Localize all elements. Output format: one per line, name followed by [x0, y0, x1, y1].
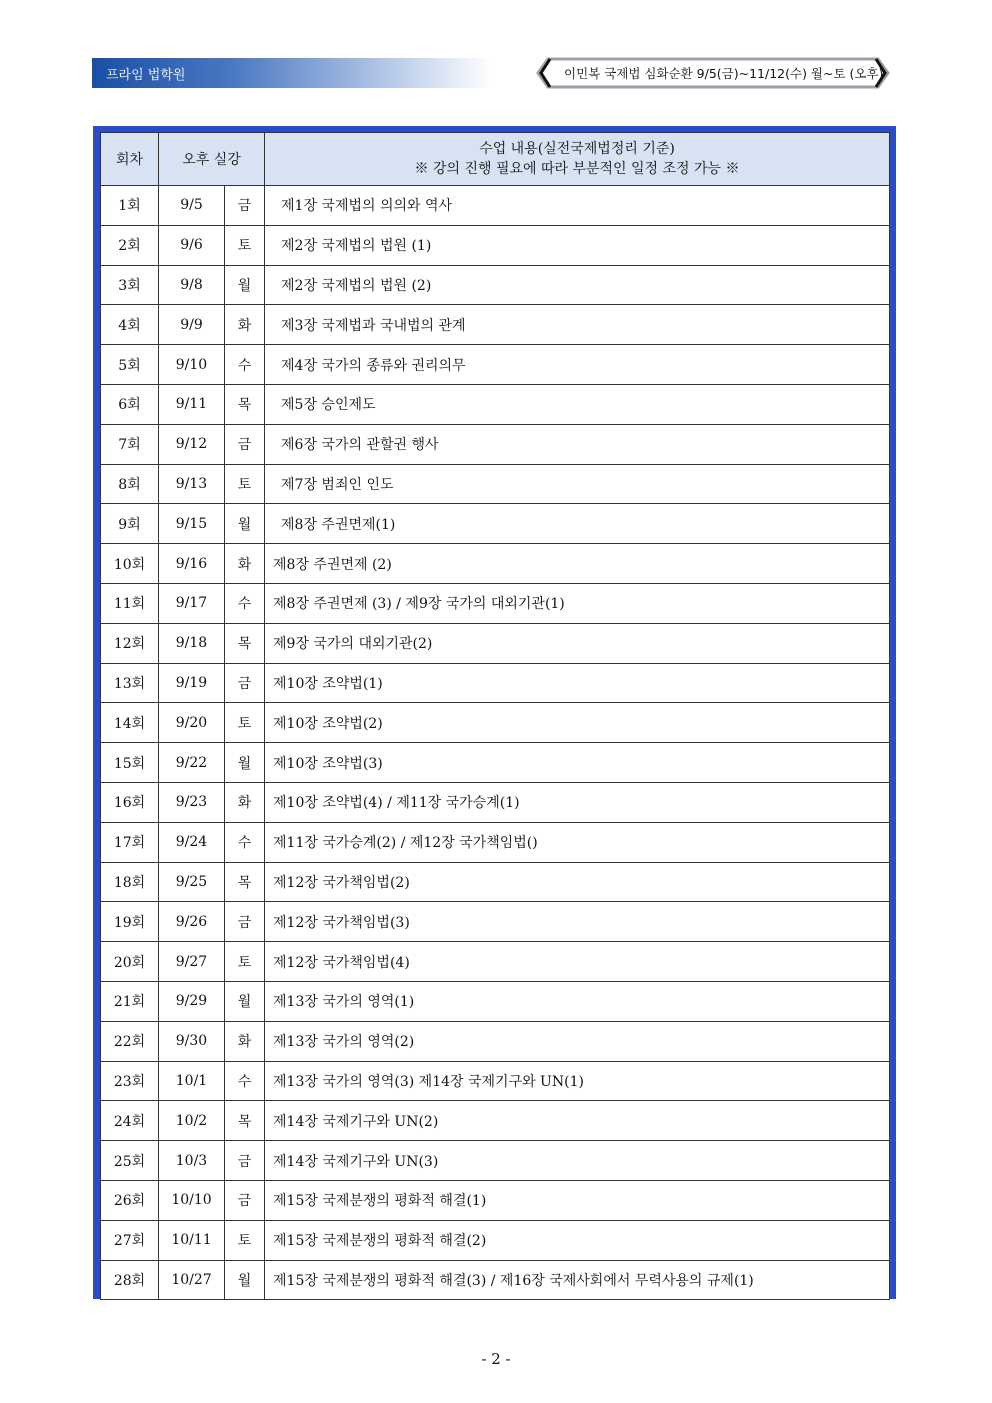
- academy-name: 프라임 법학원: [106, 68, 186, 83]
- day-cell: 수: [225, 583, 265, 623]
- day-cell: 월: [225, 1260, 265, 1300]
- content-cell: 제15장 국제분쟁의 평화적 해결(3) / 제16장 국제사회에서 무력사용의 규제(1): [265, 1260, 890, 1300]
- content-cell: 제13장 국가의 영역(3) 제14장 국제기구와 UN(1): [265, 1061, 890, 1101]
- content-cell: 제12장 국가책임법(4): [265, 942, 890, 982]
- content-cell: 제1장 국제법의 의의와 역사: [265, 186, 890, 226]
- date-cell: 10/27: [159, 1260, 225, 1300]
- day-cell: 토: [225, 1220, 265, 1260]
- content-cell: 제15장 국제분쟁의 평화적 해결(2): [265, 1220, 890, 1260]
- date-cell: 9/30: [159, 1021, 225, 1061]
- day-cell: 월: [225, 265, 265, 305]
- day-cell: 월: [225, 504, 265, 544]
- session-cell: 28회: [101, 1260, 159, 1300]
- content-cell: 제15장 국제분쟁의 평화적 해결(1): [265, 1180, 890, 1220]
- day-cell: 금: [225, 663, 265, 703]
- day-cell: 토: [225, 464, 265, 504]
- date-cell: 9/16: [159, 544, 225, 584]
- session-cell: 18회: [101, 862, 159, 902]
- day-cell: 목: [225, 1101, 265, 1141]
- session-cell: 3회: [101, 265, 159, 305]
- date-cell: 9/18: [159, 623, 225, 663]
- content-cell: 제13장 국가의 영역(2): [265, 1021, 890, 1061]
- date-cell: 10/1: [159, 1061, 225, 1101]
- header-time: 오후 실강: [159, 133, 265, 186]
- day-cell: 금: [225, 902, 265, 942]
- day-cell: 월: [225, 743, 265, 783]
- table-row: [101, 942, 890, 982]
- day-cell: 화: [225, 305, 265, 345]
- day-cell: 화: [225, 1021, 265, 1061]
- session-cell: 13회: [101, 663, 159, 703]
- table-row: [101, 1101, 890, 1141]
- session-cell: 11회: [101, 583, 159, 623]
- day-cell: 금: [225, 424, 265, 464]
- table-header-row: [101, 133, 890, 186]
- content-cell: 제10장 조약법(4) / 제11장 국가승계(1): [265, 782, 890, 822]
- day-cell: 화: [225, 544, 265, 584]
- table-row: [101, 1061, 890, 1101]
- session-cell: 26회: [101, 1180, 159, 1220]
- day-cell: 수: [225, 345, 265, 385]
- content-cell: 제2장 국제법의 법원 (1): [265, 225, 890, 265]
- date-cell: 9/5: [159, 186, 225, 226]
- course-title: 이민복 국제법 심화순환 9/5(금)~11/12(수) 월~토 (오후): [564, 66, 884, 81]
- table-row: [101, 862, 890, 902]
- session-cell: 16회: [101, 782, 159, 822]
- date-cell: 9/6: [159, 225, 225, 265]
- content-cell: 제7장 범죄인 인도: [265, 464, 890, 504]
- table-row: [101, 782, 890, 822]
- table-row: [101, 822, 890, 862]
- day-cell: 목: [225, 384, 265, 424]
- session-cell: 10회: [101, 544, 159, 584]
- content-cell: 제14장 국제기구와 UN(3): [265, 1141, 890, 1181]
- schedule-table: [100, 132, 890, 1300]
- content-cell: 제12장 국가책임법(3): [265, 902, 890, 942]
- session-cell: 15회: [101, 743, 159, 783]
- day-cell: 월: [225, 981, 265, 1021]
- content-cell: 제11장 국가승계(2) / 제12장 국가책임법(): [265, 822, 890, 862]
- session-cell: 12회: [101, 623, 159, 663]
- table-row: [101, 743, 890, 783]
- date-cell: 9/10: [159, 345, 225, 385]
- table-row: [101, 225, 890, 265]
- table-row: [101, 265, 890, 305]
- table-row: [101, 544, 890, 584]
- session-cell: 19회: [101, 902, 159, 942]
- date-cell: 9/22: [159, 743, 225, 783]
- course-banner: [536, 56, 892, 90]
- content-cell: 제9장 국가의 대외기관(2): [265, 623, 890, 663]
- table-row: [101, 703, 890, 743]
- session-cell: 7회: [101, 424, 159, 464]
- session-cell: 20회: [101, 942, 159, 982]
- day-cell: 목: [225, 623, 265, 663]
- content-cell: 제12장 국가책임법(2): [265, 862, 890, 902]
- table-row: [101, 583, 890, 623]
- session-cell: 6회: [101, 384, 159, 424]
- table-row: [101, 981, 890, 1021]
- date-cell: 9/26: [159, 902, 225, 942]
- date-cell: 10/10: [159, 1180, 225, 1220]
- date-cell: 9/29: [159, 981, 225, 1021]
- session-cell: 4회: [101, 305, 159, 345]
- date-cell: 9/20: [159, 703, 225, 743]
- content-cell: 제6장 국가의 관할권 행사: [265, 424, 890, 464]
- day-cell: 수: [225, 822, 265, 862]
- date-cell: 9/11: [159, 384, 225, 424]
- table-row: [101, 1141, 890, 1181]
- date-cell: 9/9: [159, 305, 225, 345]
- day-cell: 금: [225, 186, 265, 226]
- table-row: [101, 1260, 890, 1300]
- table-row: [101, 464, 890, 504]
- session-cell: 21회: [101, 981, 159, 1021]
- date-cell: 9/25: [159, 862, 225, 902]
- date-cell: 10/2: [159, 1101, 225, 1141]
- session-cell: 8회: [101, 464, 159, 504]
- session-cell: 23회: [101, 1061, 159, 1101]
- session-cell: 1회: [101, 186, 159, 226]
- session-cell: 24회: [101, 1101, 159, 1141]
- session-cell: 9회: [101, 504, 159, 544]
- session-cell: 25회: [101, 1141, 159, 1181]
- header-session: 회차: [101, 133, 159, 186]
- session-cell: 2회: [101, 225, 159, 265]
- schedule-frame: [93, 126, 896, 1299]
- content-cell: 제10장 조약법(3): [265, 743, 890, 783]
- table-row: [101, 663, 890, 703]
- content-cell: 제14장 국제기구와 UN(2): [265, 1101, 890, 1141]
- table-row: [101, 305, 890, 345]
- day-cell: 토: [225, 703, 265, 743]
- date-cell: 9/23: [159, 782, 225, 822]
- day-cell: 토: [225, 942, 265, 982]
- date-cell: 9/27: [159, 942, 225, 982]
- date-cell: 9/19: [159, 663, 225, 703]
- content-cell: 제10장 조약법(1): [265, 663, 890, 703]
- date-cell: 9/12: [159, 424, 225, 464]
- content-cell: 제3장 국제법과 국내법의 관계: [265, 305, 890, 345]
- table-row: [101, 902, 890, 942]
- day-cell: 화: [225, 782, 265, 822]
- table-row: [101, 186, 890, 226]
- session-cell: 17회: [101, 822, 159, 862]
- day-cell: 수: [225, 1061, 265, 1101]
- session-cell: 5회: [101, 345, 159, 385]
- day-cell: 목: [225, 862, 265, 902]
- date-cell: 9/15: [159, 504, 225, 544]
- date-cell: 9/13: [159, 464, 225, 504]
- table-row: [101, 384, 890, 424]
- table-row: [101, 623, 890, 663]
- date-cell: 10/3: [159, 1141, 225, 1181]
- content-cell: 제10장 조약법(2): [265, 703, 890, 743]
- academy-banner: [92, 58, 492, 88]
- header-content-note: ※ 강의 진행 필요에 따라 부분적인 일정 조정 가능 ※: [414, 161, 740, 177]
- table-row: [101, 1220, 890, 1260]
- date-cell: 9/24: [159, 822, 225, 862]
- header-content: [265, 133, 890, 186]
- session-cell: 14회: [101, 703, 159, 743]
- day-cell: 금: [225, 1141, 265, 1181]
- table-row: [101, 1180, 890, 1220]
- table-row: [101, 345, 890, 385]
- day-cell: 금: [225, 1180, 265, 1220]
- content-cell: 제8장 주권면제(1): [265, 504, 890, 544]
- table-row: [101, 424, 890, 464]
- content-cell: 제13장 국가의 영역(1): [265, 981, 890, 1021]
- session-cell: 22회: [101, 1021, 159, 1061]
- content-cell: 제8장 주권면제 (2): [265, 544, 890, 584]
- date-cell: 9/17: [159, 583, 225, 623]
- page-number: - 2 -: [481, 1350, 511, 1368]
- table-row: [101, 1021, 890, 1061]
- content-cell: 제5장 승인제도: [265, 384, 890, 424]
- day-cell: 토: [225, 225, 265, 265]
- content-cell: 제8장 주권면제 (3) / 제9장 국가의 대외기관(1): [265, 583, 890, 623]
- session-cell: 27회: [101, 1220, 159, 1260]
- header-content-title: 수업 내용(실전국제법정리 기준): [479, 141, 675, 157]
- date-cell: 10/11: [159, 1220, 225, 1260]
- date-cell: 9/8: [159, 265, 225, 305]
- content-cell: 제2장 국제법의 법원 (2): [265, 265, 890, 305]
- content-cell: 제4장 국가의 종류와 권리의무: [265, 345, 890, 385]
- table-row: [101, 504, 890, 544]
